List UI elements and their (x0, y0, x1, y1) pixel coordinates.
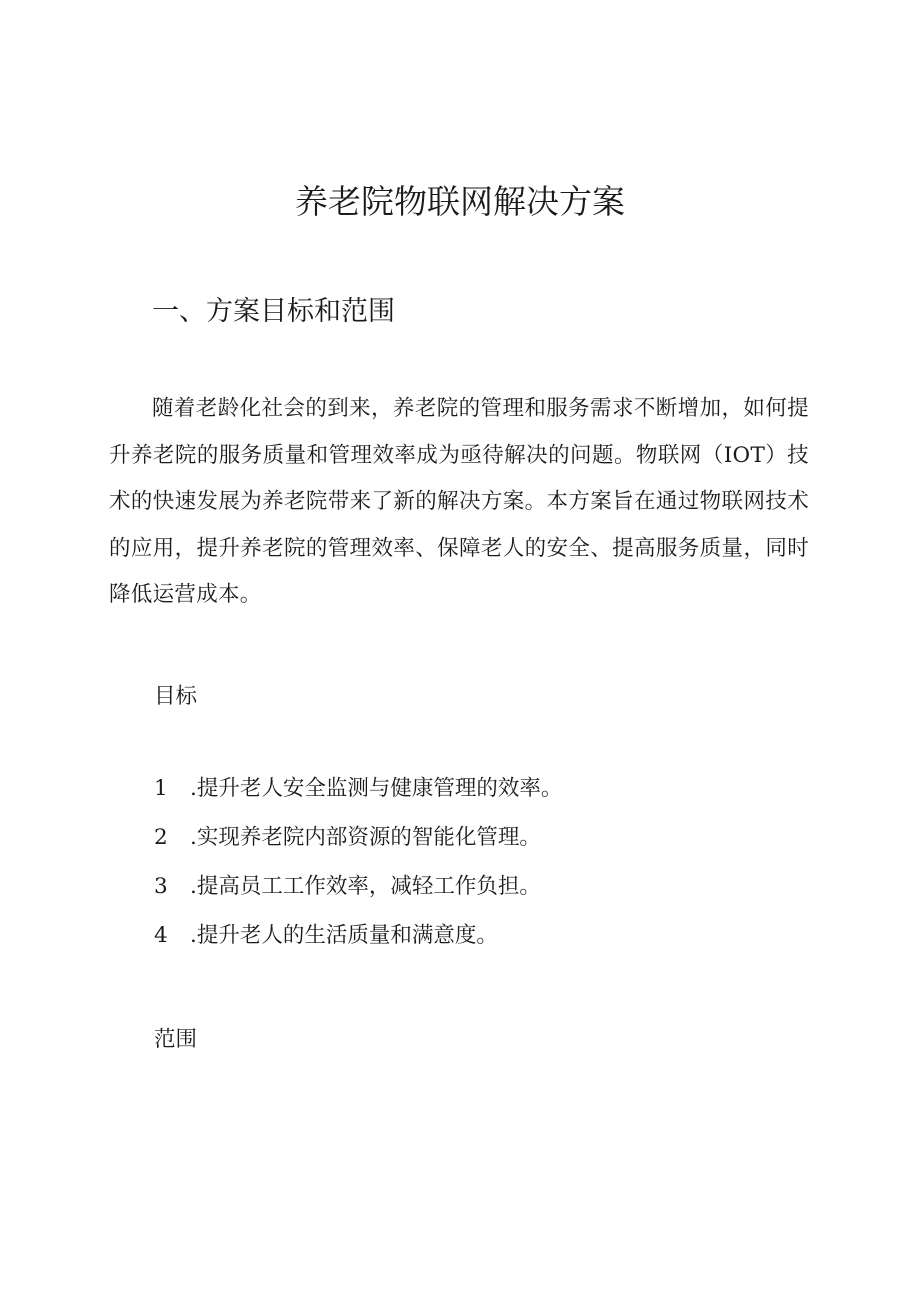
list-item-text: .实现养老院内部资源的智能化管理。 (190, 825, 541, 850)
list-item-number: 2 (154, 825, 168, 850)
list-item-number: 4 (154, 923, 168, 948)
section-heading: 一、方案目标和范围 (152, 296, 395, 327)
list-item-text: .提高员工工作效率，减轻工作负担。 (190, 874, 541, 899)
goals-heading: 目标 (154, 684, 198, 709)
list-item (154, 913, 562, 962)
document-title: 养老院物联网解决方案 (295, 182, 625, 221)
list-item-number: 1 (154, 776, 168, 801)
list-item-number: 3 (154, 874, 168, 899)
scope-heading: 范围 (154, 1027, 198, 1052)
list-item (154, 864, 562, 913)
list-item (154, 815, 562, 864)
goals-list (154, 766, 562, 962)
intro-paragraph: 随着老龄化社会的到来，养老院的管理和服务需求不断增加，如何提升养老院的服务质量和管理效率成为亟待解决的问题。物联网（IOT）技术的快速发展为养老院带来了新的解决方案。本方案旨在通过物联网技术的应用，提升养老院的管理效率、保障老人的安全、提高服务质量，同时降低运营成本。 (109, 396, 809, 607)
list-item-text: .提升老人安全监测与健康管理的效率。 (190, 776, 563, 801)
list-item (154, 766, 562, 815)
list-item-text: .提升老人的生活质量和满意度。 (190, 923, 498, 948)
